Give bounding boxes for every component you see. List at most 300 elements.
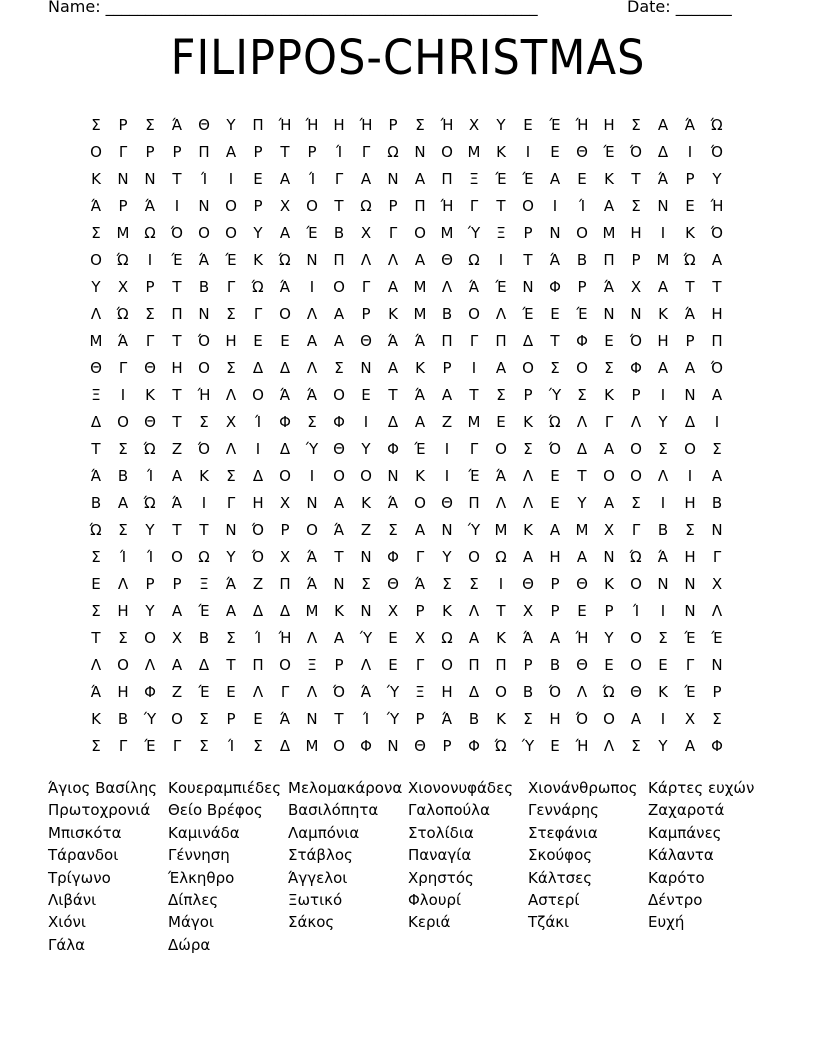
grid-letter[interactable]: Λ bbox=[306, 305, 319, 323]
grid-letter[interactable]: Έ bbox=[522, 170, 535, 188]
grid-letter[interactable]: Ο bbox=[225, 224, 238, 242]
grid-letter[interactable]: Χ bbox=[684, 710, 697, 728]
grid-letter[interactable]: Κ bbox=[91, 710, 102, 728]
grid-letter[interactable]: Α bbox=[171, 656, 184, 674]
grid-letter[interactable]: Ί bbox=[632, 602, 641, 620]
grid-letter[interactable]: Λ bbox=[225, 440, 238, 458]
grid-letter[interactable]: Ώ bbox=[278, 251, 293, 269]
grid-letter[interactable]: Τ bbox=[685, 278, 696, 296]
grid-letter[interactable]: Ν bbox=[657, 197, 670, 215]
grid-letter[interactable]: Η bbox=[684, 548, 697, 566]
grid-letter[interactable]: Ι bbox=[363, 413, 370, 431]
grid-letter[interactable]: Υ bbox=[496, 116, 507, 134]
grid-letter[interactable]: Ρ bbox=[253, 197, 264, 215]
grid-letter[interactable]: Ί bbox=[308, 170, 317, 188]
grid-letter[interactable]: Ά bbox=[306, 548, 319, 566]
grid-letter[interactable]: Χ bbox=[603, 521, 616, 539]
grid-letter[interactable]: Ά bbox=[387, 332, 400, 350]
name-field-label[interactable]: Name: ______________________________________________________ bbox=[48, 0, 538, 16]
grid-letter[interactable]: Ο bbox=[603, 710, 616, 728]
grid-letter[interactable]: Ε bbox=[604, 656, 615, 674]
grid-letter[interactable]: Σ bbox=[496, 386, 507, 404]
grid-letter[interactable]: Ώ bbox=[710, 116, 725, 134]
grid-letter[interactable]: Σ bbox=[226, 305, 237, 323]
grid-letter[interactable]: Ή bbox=[440, 116, 455, 134]
grid-letter[interactable]: Θ bbox=[576, 575, 589, 593]
grid-letter[interactable]: Ο bbox=[144, 629, 157, 647]
grid-letter[interactable]: Ό bbox=[197, 440, 212, 458]
grid-letter[interactable]: Α bbox=[333, 629, 346, 647]
grid-letter[interactable]: Σ bbox=[550, 359, 561, 377]
grid-letter[interactable]: Ο bbox=[117, 413, 130, 431]
grid-letter[interactable]: Κ bbox=[496, 629, 507, 647]
grid-letter[interactable]: Ύ bbox=[386, 683, 401, 701]
grid-letter[interactable]: Έ bbox=[171, 251, 184, 269]
grid-letter[interactable]: Κ bbox=[685, 224, 696, 242]
grid-letter[interactable]: Ό bbox=[332, 683, 347, 701]
grid-letter[interactable]: Ί bbox=[146, 467, 155, 485]
grid-letter[interactable]: Τ bbox=[91, 440, 102, 458]
grid-letter[interactable]: Α bbox=[495, 359, 508, 377]
grid-letter[interactable]: Μ bbox=[116, 224, 131, 242]
grid-letter[interactable]: Ν bbox=[198, 305, 211, 323]
grid-letter[interactable]: Β bbox=[198, 629, 211, 647]
grid-letter[interactable]: Ε bbox=[550, 737, 561, 755]
grid-letter[interactable]: Χ bbox=[468, 116, 481, 134]
grid-letter[interactable]: Η bbox=[684, 494, 697, 512]
grid-letter[interactable]: Ε bbox=[388, 656, 399, 674]
grid-letter[interactable]: Ο bbox=[279, 467, 292, 485]
grid-letter[interactable]: Ν bbox=[414, 143, 427, 161]
grid-letter[interactable]: Β bbox=[198, 278, 211, 296]
grid-letter[interactable]: Α bbox=[549, 170, 562, 188]
grid-letter[interactable]: Ο bbox=[333, 467, 346, 485]
grid-letter[interactable]: Χ bbox=[414, 629, 427, 647]
grid-letter[interactable]: Α bbox=[603, 197, 616, 215]
grid-letter[interactable]: Η bbox=[117, 602, 130, 620]
grid-letter[interactable]: Σ bbox=[388, 521, 399, 539]
grid-letter[interactable]: Ν bbox=[306, 494, 319, 512]
grid-letter[interactable]: Ύ bbox=[467, 224, 482, 242]
grid-letter[interactable]: Λ bbox=[387, 251, 400, 269]
grid-letter[interactable]: Ζ bbox=[360, 521, 373, 539]
grid-letter[interactable]: Έ bbox=[576, 305, 589, 323]
grid-letter[interactable]: Ζ bbox=[252, 575, 265, 593]
grid-letter[interactable]: Ο bbox=[306, 521, 319, 539]
grid-letter[interactable]: Ί bbox=[200, 170, 209, 188]
grid-letter[interactable]: Ο bbox=[630, 656, 643, 674]
grid-letter[interactable]: Ρ bbox=[388, 197, 399, 215]
grid-letter[interactable]: Ό bbox=[251, 548, 266, 566]
grid-letter[interactable]: Γ bbox=[172, 737, 183, 755]
grid-letter[interactable]: Τ bbox=[712, 278, 723, 296]
grid-letter[interactable]: Υ bbox=[91, 278, 102, 296]
grid-letter[interactable]: Π bbox=[495, 332, 508, 350]
grid-letter[interactable]: Ά bbox=[90, 467, 103, 485]
grid-letter[interactable]: Ά bbox=[414, 575, 427, 593]
grid-letter[interactable]: Ώ bbox=[143, 494, 158, 512]
grid-letter[interactable]: Υ bbox=[226, 116, 237, 134]
grid-letter[interactable]: Ω bbox=[468, 251, 481, 269]
grid-letter[interactable]: Τ bbox=[226, 656, 237, 674]
grid-letter[interactable]: Ά bbox=[279, 710, 292, 728]
grid-letter[interactable]: Ή bbox=[278, 116, 293, 134]
grid-letter[interactable]: Θ bbox=[441, 251, 454, 269]
grid-letter[interactable]: Ρ bbox=[334, 656, 345, 674]
grid-letter[interactable]: Τ bbox=[91, 629, 102, 647]
grid-letter[interactable]: Α bbox=[306, 332, 319, 350]
grid-letter[interactable]: Ξ bbox=[415, 683, 426, 701]
grid-letter[interactable]: Ώ bbox=[494, 737, 509, 755]
grid-letter[interactable]: Π bbox=[252, 116, 265, 134]
grid-letter[interactable]: Ξ bbox=[469, 170, 480, 188]
grid-letter[interactable]: Ξ bbox=[199, 575, 210, 593]
grid-letter[interactable]: Ο bbox=[198, 359, 211, 377]
grid-letter[interactable]: Ό bbox=[629, 332, 644, 350]
grid-letter[interactable]: Ρ bbox=[226, 710, 237, 728]
grid-letter[interactable]: Ε bbox=[658, 656, 669, 674]
grid-letter[interactable]: Β bbox=[711, 494, 724, 512]
grid-letter[interactable]: Δ bbox=[90, 413, 103, 431]
grid-letter[interactable]: Θ bbox=[576, 656, 589, 674]
grid-letter[interactable]: Θ bbox=[414, 737, 427, 755]
grid-letter[interactable]: Π bbox=[603, 251, 616, 269]
grid-letter[interactable]: Ν bbox=[630, 305, 643, 323]
grid-letter[interactable]: Φ bbox=[549, 278, 562, 296]
grid-letter[interactable]: Ρ bbox=[685, 170, 696, 188]
grid-letter[interactable]: Ο bbox=[441, 656, 454, 674]
grid-letter[interactable]: Ή bbox=[278, 629, 293, 647]
grid-letter[interactable]: Ώ bbox=[116, 305, 131, 323]
grid-letter[interactable]: Σ bbox=[226, 359, 237, 377]
grid-letter[interactable]: Ή bbox=[575, 629, 590, 647]
grid-letter[interactable]: Δ bbox=[522, 332, 535, 350]
grid-letter[interactable]: Λ bbox=[90, 305, 103, 323]
grid-letter[interactable]: Ο bbox=[630, 575, 643, 593]
grid-letter[interactable]: Α bbox=[333, 332, 346, 350]
grid-letter[interactable]: Θ bbox=[90, 359, 103, 377]
grid-letter[interactable]: Η bbox=[225, 332, 238, 350]
grid-letter[interactable]: Σ bbox=[712, 440, 723, 458]
grid-letter[interactable]: Γ bbox=[631, 521, 642, 539]
grid-letter[interactable]: Ά bbox=[441, 710, 454, 728]
grid-letter[interactable]: Μ bbox=[440, 224, 455, 242]
grid-letter[interactable]: Α bbox=[711, 251, 724, 269]
grid-letter[interactable]: Ρ bbox=[118, 197, 129, 215]
grid-letter[interactable]: Σ bbox=[199, 710, 210, 728]
grid-letter[interactable]: Ι bbox=[660, 224, 667, 242]
grid-letter[interactable]: Ξ bbox=[496, 224, 507, 242]
grid-letter[interactable]: Α bbox=[549, 629, 562, 647]
grid-letter[interactable]: Λ bbox=[495, 305, 508, 323]
grid-letter[interactable]: Τ bbox=[469, 386, 480, 404]
grid-letter[interactable]: Λ bbox=[495, 494, 508, 512]
grid-letter[interactable]: Κ bbox=[361, 494, 372, 512]
grid-letter[interactable]: Δ bbox=[684, 413, 697, 431]
grid-letter[interactable]: Λ bbox=[441, 278, 454, 296]
grid-letter[interactable]: Ά bbox=[279, 278, 292, 296]
grid-letter[interactable]: Ή bbox=[710, 197, 725, 215]
grid-letter[interactable]: Μ bbox=[494, 521, 509, 539]
grid-letter[interactable]: Γ bbox=[226, 278, 237, 296]
grid-letter[interactable]: Β bbox=[468, 710, 481, 728]
grid-letter[interactable]: Σ bbox=[658, 629, 669, 647]
grid-letter[interactable]: Τ bbox=[577, 467, 588, 485]
grid-letter[interactable]: Α bbox=[603, 494, 616, 512]
grid-letter[interactable]: Σ bbox=[118, 521, 129, 539]
grid-letter[interactable]: Ο bbox=[414, 224, 427, 242]
grid-letter[interactable]: Ο bbox=[333, 737, 346, 755]
grid-letter[interactable]: Π bbox=[279, 575, 292, 593]
grid-letter[interactable]: Θ bbox=[198, 116, 211, 134]
grid-letter[interactable]: Ε bbox=[577, 170, 588, 188]
grid-letter[interactable]: Ν bbox=[306, 251, 319, 269]
grid-letter[interactable]: Ν bbox=[603, 305, 616, 323]
grid-letter[interactable]: Ι bbox=[444, 467, 451, 485]
grid-letter[interactable]: Η bbox=[603, 116, 616, 134]
grid-letter[interactable]: Π bbox=[171, 305, 184, 323]
grid-letter[interactable]: Ν bbox=[522, 278, 535, 296]
grid-letter[interactable]: Μ bbox=[467, 413, 482, 431]
grid-letter[interactable]: Γ bbox=[685, 656, 696, 674]
grid-letter[interactable]: Ά bbox=[306, 386, 319, 404]
grid-letter[interactable]: Ι bbox=[147, 251, 154, 269]
grid-letter[interactable]: Ο bbox=[90, 143, 103, 161]
grid-letter[interactable]: Γ bbox=[388, 224, 399, 242]
grid-letter[interactable]: Ά bbox=[657, 548, 670, 566]
grid-letter[interactable]: Ά bbox=[468, 278, 481, 296]
grid-letter[interactable]: Ά bbox=[684, 116, 697, 134]
grid-letter[interactable]: Κ bbox=[442, 602, 453, 620]
grid-letter[interactable]: Η bbox=[657, 332, 670, 350]
grid-letter[interactable]: Ί bbox=[335, 143, 344, 161]
grid-letter[interactable]: Γ bbox=[253, 305, 264, 323]
grid-letter[interactable]: Ξ bbox=[307, 656, 318, 674]
grid-letter[interactable]: Α bbox=[171, 602, 184, 620]
grid-letter[interactable]: Ν bbox=[711, 656, 724, 674]
grid-letter[interactable]: Α bbox=[711, 467, 724, 485]
grid-letter[interactable]: Χ bbox=[711, 575, 724, 593]
grid-letter[interactable]: Ρ bbox=[631, 251, 642, 269]
grid-letter[interactable]: Ι bbox=[444, 440, 451, 458]
grid-letter[interactable]: Ε bbox=[550, 305, 561, 323]
grid-letter[interactable]: Β bbox=[576, 251, 589, 269]
grid-letter[interactable]: Ω bbox=[360, 197, 373, 215]
grid-letter[interactable]: Α bbox=[387, 278, 400, 296]
grid-letter[interactable]: Π bbox=[198, 143, 211, 161]
grid-letter[interactable]: Ύ bbox=[143, 710, 158, 728]
grid-letter[interactable]: Σ bbox=[415, 116, 426, 134]
grid-letter[interactable]: Τ bbox=[334, 710, 345, 728]
grid-letter[interactable]: Ν bbox=[117, 170, 130, 188]
grid-letter[interactable]: Τ bbox=[496, 197, 507, 215]
grid-letter[interactable]: Α bbox=[333, 305, 346, 323]
grid-letter[interactable]: Ύ bbox=[467, 521, 482, 539]
grid-letter[interactable]: Τ bbox=[172, 170, 183, 188]
grid-letter[interactable]: Λ bbox=[306, 359, 319, 377]
grid-letter[interactable]: Σ bbox=[712, 710, 723, 728]
grid-letter[interactable]: Κ bbox=[91, 170, 102, 188]
grid-letter[interactable]: Τ bbox=[523, 251, 534, 269]
grid-letter[interactable]: Λ bbox=[522, 494, 535, 512]
grid-letter[interactable]: Η bbox=[549, 710, 562, 728]
grid-letter[interactable]: Υ bbox=[253, 224, 264, 242]
grid-letter[interactable]: Α bbox=[468, 629, 481, 647]
grid-letter[interactable]: Ο bbox=[333, 386, 346, 404]
grid-letter[interactable]: Α bbox=[414, 521, 427, 539]
grid-letter[interactable]: Τ bbox=[172, 386, 183, 404]
grid-letter[interactable]: Γ bbox=[604, 413, 615, 431]
grid-letter[interactable]: Φ bbox=[630, 359, 643, 377]
grid-letter[interactable]: Μ bbox=[89, 332, 104, 350]
grid-letter[interactable]: Δ bbox=[198, 656, 211, 674]
grid-letter[interactable]: Υ bbox=[577, 494, 588, 512]
grid-letter[interactable]: Ά bbox=[279, 386, 292, 404]
grid-letter[interactable]: Έ bbox=[495, 278, 508, 296]
grid-letter[interactable]: Ζ bbox=[171, 440, 184, 458]
grid-letter[interactable]: Χ bbox=[360, 224, 373, 242]
grid-letter[interactable]: Ρ bbox=[388, 116, 399, 134]
grid-letter[interactable]: Σ bbox=[91, 116, 102, 134]
grid-letter[interactable]: Ν bbox=[360, 548, 373, 566]
grid-letter[interactable]: Φ bbox=[711, 737, 724, 755]
grid-letter[interactable]: Ι bbox=[228, 170, 235, 188]
grid-letter[interactable]: Ί bbox=[578, 197, 587, 215]
grid-letter[interactable]: Ό bbox=[197, 332, 212, 350]
grid-letter[interactable]: Μ bbox=[467, 143, 482, 161]
grid-letter[interactable]: Χ bbox=[387, 602, 400, 620]
grid-letter[interactable]: Θ bbox=[144, 359, 157, 377]
grid-letter[interactable]: Η bbox=[630, 224, 643, 242]
grid-letter[interactable]: Ι bbox=[201, 494, 208, 512]
grid-letter[interactable]: Α bbox=[333, 494, 346, 512]
grid-letter[interactable]: Γ bbox=[118, 737, 129, 755]
grid-letter[interactable]: Τ bbox=[172, 521, 183, 539]
grid-letter[interactable]: Ώ bbox=[89, 521, 104, 539]
grid-letter[interactable]: Σ bbox=[523, 710, 534, 728]
grid-letter[interactable]: Ό bbox=[710, 143, 725, 161]
grid-letter[interactable]: Δ bbox=[252, 602, 265, 620]
grid-letter[interactable]: Κ bbox=[415, 359, 426, 377]
grid-letter[interactable]: Ρ bbox=[685, 332, 696, 350]
grid-letter[interactable]: Ά bbox=[549, 251, 562, 269]
grid-letter[interactable]: Ά bbox=[522, 629, 535, 647]
grid-letter[interactable]: Θ bbox=[576, 143, 589, 161]
grid-letter[interactable]: Ρ bbox=[118, 116, 129, 134]
grid-letter[interactable]: Ρ bbox=[145, 575, 156, 593]
grid-letter[interactable]: Κ bbox=[388, 305, 399, 323]
grid-letter[interactable]: Ί bbox=[119, 548, 128, 566]
grid-letter[interactable]: Ρ bbox=[172, 143, 183, 161]
grid-letter[interactable]: Κ bbox=[199, 467, 210, 485]
grid-letter[interactable]: Γ bbox=[469, 332, 480, 350]
grid-letter[interactable]: Τ bbox=[172, 413, 183, 431]
grid-letter[interactable]: Κ bbox=[604, 575, 615, 593]
grid-letter[interactable]: Κ bbox=[253, 251, 264, 269]
grid-letter[interactable]: Ρ bbox=[442, 737, 453, 755]
grid-letter[interactable]: Ο bbox=[603, 467, 616, 485]
grid-letter[interactable]: Α bbox=[414, 170, 427, 188]
grid-letter[interactable]: Κ bbox=[523, 413, 534, 431]
grid-letter[interactable]: Ε bbox=[685, 197, 696, 215]
grid-letter[interactable]: Ο bbox=[495, 683, 508, 701]
grid-letter[interactable]: Μ bbox=[305, 602, 320, 620]
grid-letter[interactable]: Σ bbox=[361, 575, 372, 593]
grid-letter[interactable]: Α bbox=[603, 440, 616, 458]
grid-letter[interactable]: Ν bbox=[198, 197, 211, 215]
grid-letter[interactable]: Τ bbox=[280, 143, 291, 161]
grid-letter[interactable]: Ο bbox=[630, 440, 643, 458]
grid-letter[interactable]: Ο bbox=[279, 656, 292, 674]
grid-letter[interactable]: Ι bbox=[525, 143, 532, 161]
grid-letter[interactable]: Έ bbox=[549, 116, 562, 134]
grid-letter[interactable]: Ά bbox=[225, 575, 238, 593]
grid-letter[interactable]: Ζ bbox=[441, 413, 454, 431]
grid-letter[interactable]: Δ bbox=[576, 440, 589, 458]
grid-letter[interactable]: Σ bbox=[91, 602, 102, 620]
grid-letter[interactable]: Χ bbox=[225, 413, 238, 431]
grid-letter[interactable]: Κ bbox=[523, 521, 534, 539]
grid-letter[interactable]: Ή bbox=[575, 737, 590, 755]
grid-letter[interactable]: Τ bbox=[199, 521, 210, 539]
grid-letter[interactable]: Γ bbox=[469, 197, 480, 215]
grid-letter[interactable]: Τ bbox=[334, 197, 345, 215]
grid-letter[interactable]: Ώ bbox=[629, 548, 644, 566]
grid-letter[interactable]: Φ bbox=[279, 413, 292, 431]
grid-letter[interactable]: Γ bbox=[415, 548, 426, 566]
grid-letter[interactable]: Ν bbox=[306, 710, 319, 728]
grid-letter[interactable]: Ρ bbox=[523, 224, 534, 242]
grid-letter[interactable]: Έ bbox=[198, 683, 211, 701]
grid-letter[interactable]: Ο bbox=[171, 548, 184, 566]
grid-letter[interactable]: Ή bbox=[575, 116, 590, 134]
grid-letter[interactable]: Σ bbox=[685, 521, 696, 539]
grid-letter[interactable]: Υ bbox=[712, 170, 723, 188]
grid-letter[interactable]: Α bbox=[549, 521, 562, 539]
grid-letter[interactable]: Λ bbox=[144, 656, 157, 674]
grid-letter[interactable]: Ύ bbox=[305, 440, 320, 458]
grid-letter[interactable]: Β bbox=[522, 683, 535, 701]
grid-letter[interactable]: Σ bbox=[307, 413, 318, 431]
grid-letter[interactable]: Ί bbox=[254, 629, 263, 647]
grid-letter[interactable]: Χ bbox=[279, 494, 292, 512]
grid-letter[interactable]: Σ bbox=[91, 224, 102, 242]
grid-letter[interactable]: Κ bbox=[658, 683, 669, 701]
grid-letter[interactable]: Ι bbox=[687, 467, 694, 485]
grid-letter[interactable]: Χ bbox=[117, 278, 130, 296]
grid-letter[interactable]: Ο bbox=[576, 359, 589, 377]
grid-letter[interactable]: Ζ bbox=[171, 683, 184, 701]
grid-letter[interactable]: Γ bbox=[118, 359, 129, 377]
grid-letter[interactable]: Ο bbox=[630, 629, 643, 647]
grid-letter[interactable]: Ι bbox=[120, 386, 127, 404]
grid-letter[interactable]: Ο bbox=[252, 386, 265, 404]
grid-letter[interactable]: Υ bbox=[658, 413, 669, 431]
grid-letter[interactable]: Ο bbox=[468, 548, 481, 566]
grid-letter[interactable]: Ί bbox=[227, 737, 236, 755]
grid-letter[interactable]: Α bbox=[279, 170, 292, 188]
grid-letter[interactable]: Β bbox=[549, 656, 562, 674]
grid-letter[interactable]: Ν bbox=[603, 548, 616, 566]
grid-letter[interactable]: Μ bbox=[575, 521, 590, 539]
grid-letter[interactable]: Τ bbox=[172, 332, 183, 350]
grid-letter[interactable]: Α bbox=[576, 548, 589, 566]
grid-letter[interactable]: Ί bbox=[254, 413, 263, 431]
grid-letter[interactable]: Έ bbox=[306, 224, 319, 242]
grid-letter[interactable]: Ό bbox=[575, 710, 590, 728]
grid-letter[interactable]: Υ bbox=[145, 521, 156, 539]
grid-letter[interactable]: Σ bbox=[226, 629, 237, 647]
